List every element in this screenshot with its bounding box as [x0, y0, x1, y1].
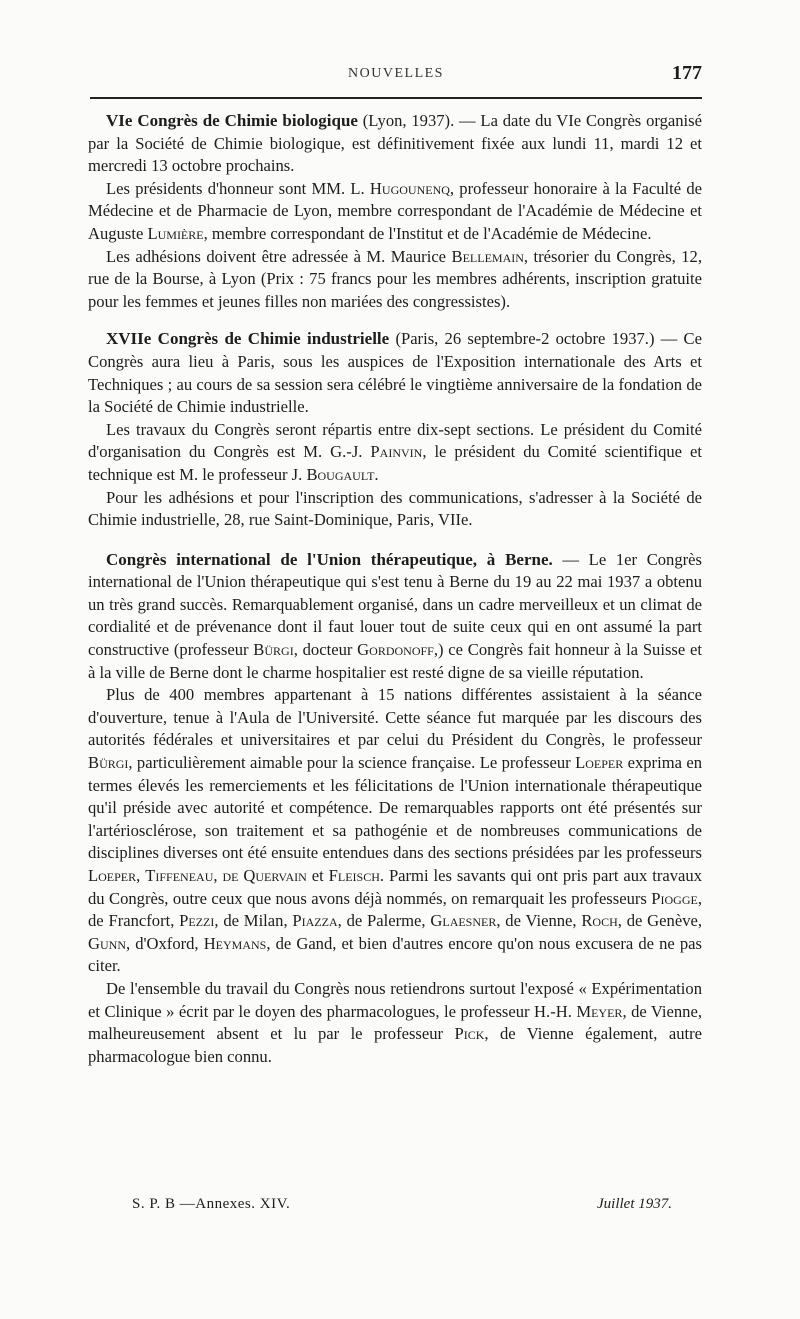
- person-name: Tiffeneau: [145, 866, 214, 885]
- section-union-therapeutique: [88, 549, 702, 1069]
- person-name: Bellemain: [451, 246, 524, 266]
- person-name: Glaesner: [430, 911, 497, 931]
- paragraph-text: Les présidents d'honneur sont MM. L.: [106, 178, 370, 198]
- section-heading: VIe Congrès de Chimie biologique: [106, 111, 358, 130]
- paragraph: [88, 684, 702, 978]
- person-name: Roch: [581, 911, 618, 931]
- paragraph-text: , de Vienne, malheureusement absent et lu par le professeur: [88, 1001, 702, 1044]
- person-name: Loeper: [575, 753, 624, 773]
- paragraph: [88, 549, 702, 685]
- article-body: [88, 110, 702, 1083]
- paragraph-text: , de Milan,: [214, 911, 293, 931]
- paragraph-text: (Paris, 26 septembre-2 octobre 1937.) — Ce Congrès aura lieu à Paris, sous les auspices de l'Exposition internationale des Arts et Techniques ; au cours de sa session sera célébré le vingtième anniversaire de la fondation de la Société de Chimie industrielle.: [88, 329, 702, 417]
- header-rule: [90, 97, 702, 99]
- section-heading: XVIIe Congrès de Chimie industrielle: [106, 329, 390, 349]
- paragraph: [88, 110, 702, 178]
- person-name: Pezzi: [179, 911, 215, 931]
- person-name: Painvin: [370, 442, 423, 462]
- paragraph-text: , professeur honoraire à la Faculté de Médecine et de Pharmacie de Lyon, membre correspondant de l'Académie de Médecine et Auguste: [88, 178, 702, 243]
- paragraph-text: et: [306, 866, 329, 885]
- person-name: de Quervain: [222, 866, 307, 885]
- paragraph: Pour les adhésions et pour l'inscription des communications, s'adresser à la Société de Chimie industrielle, 28, rue Saint-Dominique, Paris, VIIe.: [88, 487, 702, 530]
- paragraph-text: , de Francfort,: [88, 888, 702, 931]
- running-title: NOUVELLES: [348, 66, 444, 81]
- person-name: Piazza: [292, 911, 338, 931]
- paragraph-text: Les travaux du Congrès seront répartis entre dix-sept sections. Le président du Comité d'organisation du Congrès est M. G.-J.: [88, 419, 702, 462]
- person-name: Pick: [454, 1024, 485, 1044]
- paragraph-text: , le président du Comité scientifique et technique est M. le professeur J.: [88, 442, 702, 484]
- paragraph: [88, 419, 702, 487]
- paragraph-text: De l'ensemble du travail du Congrès nous retiendrons surtout l'exposé « Expérimentation et Clinique » écrit par le doyen des pharmacologues, le professeur H.-H.: [88, 978, 702, 1021]
- paragraph: [88, 328, 702, 418]
- paragraph-text: , membre correspondant de l'Institut et de l'Académie de Médecine.: [203, 223, 652, 243]
- paragraph-text: , trésorier du Congrès, 12, rue de la Bourse, à Lyon (Prix : 75 francs pour les membres adhérents, inscription gratuite pour les femmes et jeunes filles non mariées des congressistes).: [88, 246, 702, 311]
- paragraph-text: , de Palerme,: [337, 911, 431, 931]
- page-footer: [132, 1196, 672, 1220]
- footer-publication: S. P. B —Annexes. XIV.: [132, 1196, 291, 1212]
- paragraph-text: , d'Oxford,: [125, 933, 204, 953]
- paragraph-text: , de Vienne,: [496, 911, 582, 931]
- paragraph-text: , particulièrement aimable pour la science française. Le professeur: [128, 753, 576, 773]
- page-number: 177: [672, 62, 702, 84]
- paragraph-text: , de Genève,: [617, 911, 703, 931]
- person-name: Heymans: [203, 933, 267, 953]
- paragraph-text: — Le 1er Congrès international de l'Union thérapeutique qui s'est tenu à Berne du 19 au 22 mai 1937 a obtenu un très grand succès. Remarquablement organisé, dans un cadre merveilleux et un climat de cordialité et de prévenance dont il faut louer tout de suite ceux qui en ont assumé la part constructive (professeur: [88, 549, 702, 660]
- section-heading: Congrès international de l'Union thérapeutique, à Berne.: [106, 549, 553, 569]
- paragraph-text: ,) ce Congrès fait honneur à la Suisse et à la ville de Berne dont le charme hospitalier est resté digne de sa vieille réputation.: [88, 640, 702, 682]
- paragraph-text: . Parmi les savants qui ont pris part aux travaux du Congrès, outre ceux que nous avons déjà nommés, on remarquait les professeurs: [88, 866, 703, 908]
- person-name: Bougault: [306, 464, 375, 484]
- person-name: Bürgi: [253, 640, 294, 660]
- paragraph-text: Plus de 400 membres appartenant à 15 nations différentes assistaient à la séance d'ouverture, tenue à l'Aula de l'Université. Cette séance fut marquée par les discours des autorités fédérales et universitaires et par celui du Président du Congrès, le professeur: [88, 685, 702, 750]
- section-chimie-biologique: [88, 110, 702, 313]
- section-chimie-industrielle: [88, 328, 702, 531]
- paragraph-text: ,: [136, 866, 146, 885]
- paragraph-text: .: [374, 464, 379, 484]
- person-name: Loeper: [88, 866, 137, 885]
- paragraph: [88, 246, 702, 314]
- paragraph-text: ,: [213, 866, 223, 885]
- paragraph-text: , de Gand, et bien d'autres encore qu'on nous excusera de ne pas citer.: [88, 933, 703, 976]
- page-header: [90, 62, 702, 92]
- paragraph-text: (Lyon, 1937). — La date du VIe Congrès organisé par la Société de Chimie biologique, est définitivement fixée aux lundi 11, mardi 12 et mercredi 13 octobre prochains.: [88, 111, 702, 176]
- person-name: Hugounenq: [369, 178, 450, 198]
- paragraph-text: exprima en termes élevés les remerciements et les félicitations de l'Union internationale thérapeutique qu'il préside avec autorité et compétence. De remarquables rapports ont été présentés sur l'artériosclérose, son traitement et sa pathogénie et de nombreuses communications de disciplines diverses ont été ensuite entendues dans des sections présidées par les professeurs: [88, 753, 703, 863]
- paragraph: [88, 178, 702, 246]
- footer-date: Juillet 1937.: [597, 1196, 672, 1212]
- person-name: Gordonoff: [357, 640, 434, 660]
- paragraph-text: Les adhésions doivent être adressée à M. Maurice: [106, 246, 452, 266]
- person-name: Fleisch: [328, 866, 380, 885]
- person-name: Lumière: [147, 223, 204, 243]
- person-name: Bürgi: [88, 753, 129, 773]
- person-name: Piogge: [651, 888, 698, 908]
- paragraph: [88, 978, 702, 1068]
- person-name: Meyer: [576, 1001, 623, 1021]
- person-name: Gunn: [88, 933, 126, 953]
- paragraph-text: , docteur: [293, 640, 358, 660]
- paragraph-text: , de Vienne également, autre pharmacologue bien connu.: [88, 1024, 702, 1066]
